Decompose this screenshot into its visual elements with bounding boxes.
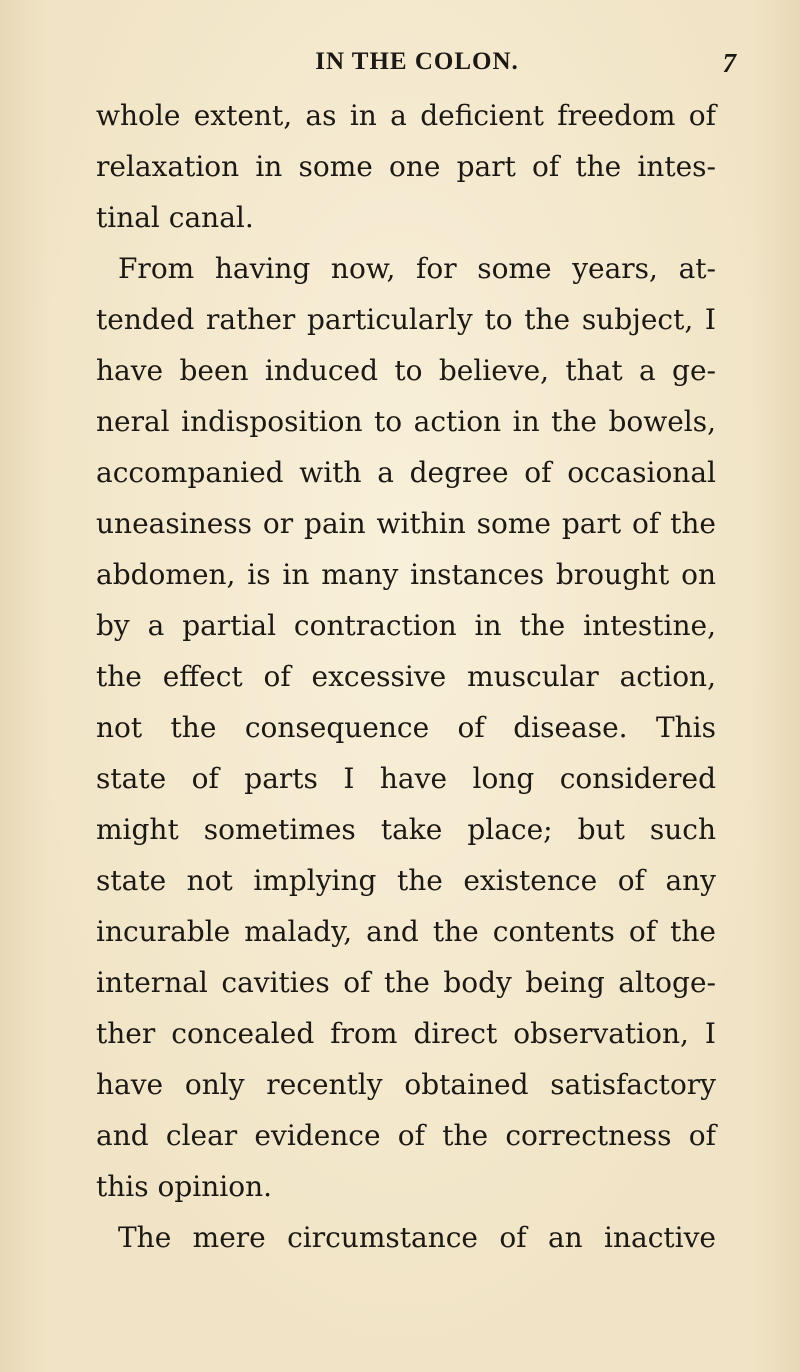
text-line: uneasiness or pain within some part of the bbox=[96, 507, 716, 540]
text-line: From having now, for some years, at- bbox=[118, 252, 716, 285]
text-line: accompanied with a degree of occasional bbox=[96, 456, 716, 489]
body-text bbox=[96, 90, 716, 1263]
text-line: tinal canal. bbox=[96, 201, 254, 234]
text-line: relaxation in some one part of the intes- bbox=[96, 150, 716, 183]
text-line: the effect of excessive muscular action, bbox=[96, 660, 716, 693]
text-line: have been induced to believe, that a ge- bbox=[96, 354, 716, 387]
text-line: might sometimes take place; but such bbox=[96, 813, 716, 846]
text-line: abdomen, is in many instances brought on bbox=[96, 558, 716, 591]
text-line: not the consequence of disease. This bbox=[96, 711, 716, 744]
running-head bbox=[96, 48, 738, 88]
text-line: state of parts I have long considered bbox=[96, 762, 716, 795]
text-line: ther concealed from direct observation, I bbox=[96, 1017, 716, 1050]
text-line: state not implying the existence of any bbox=[96, 864, 716, 897]
text-line: by a partial contraction in the intestine, bbox=[96, 609, 716, 642]
running-title: IN THE COLON. bbox=[315, 48, 519, 75]
text-line: internal cavities of the body being altoge- bbox=[96, 966, 716, 999]
text-line: incurable malady, and the contents of the bbox=[96, 915, 716, 948]
text-line: neral indisposition to action in the bowels, bbox=[96, 405, 716, 438]
text-line: and clear evidence of the correctness of bbox=[96, 1119, 716, 1152]
text-line: have only recently obtained satisfactory bbox=[96, 1068, 716, 1101]
page-number: 7 bbox=[722, 48, 736, 78]
text-line: whole extent, as in a deficient freedom of bbox=[96, 99, 716, 132]
text-line: this opinion. bbox=[96, 1170, 273, 1203]
text-line: The mere circumstance of an inactive bbox=[118, 1221, 716, 1254]
text-line: tended rather particularly to the subject, I bbox=[96, 303, 716, 336]
